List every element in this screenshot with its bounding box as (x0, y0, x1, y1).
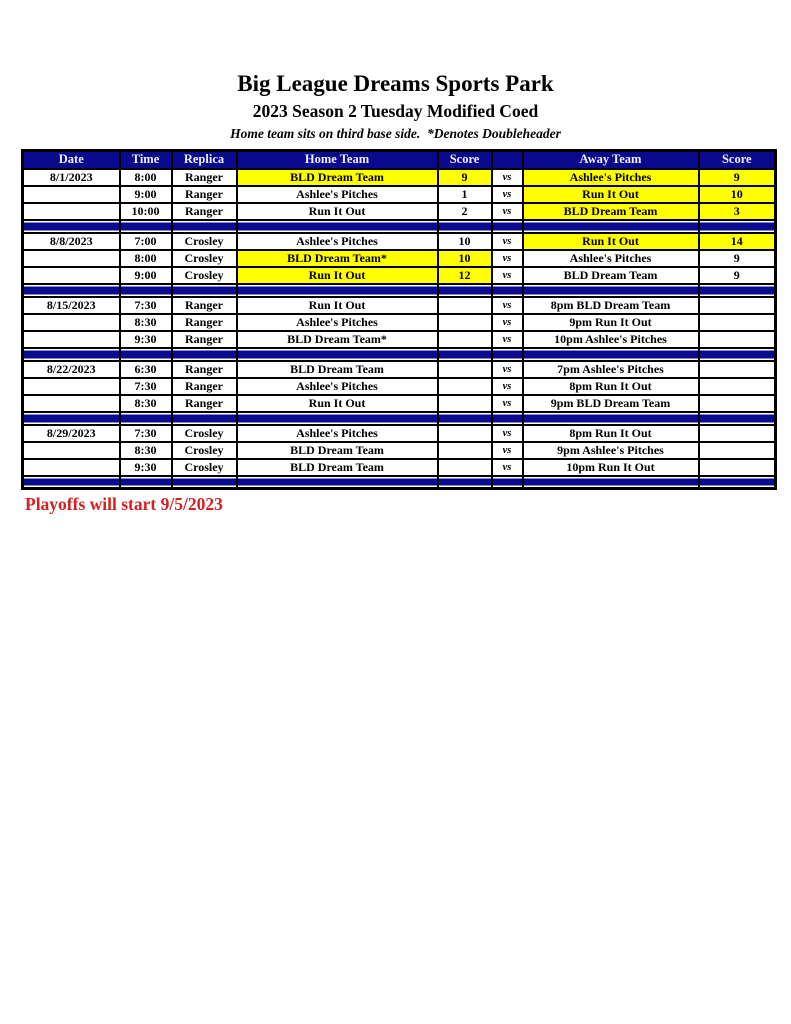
separator-cell (492, 476, 523, 489)
date-cell: 8/15/2023 (23, 297, 120, 314)
away-team-cell: Run It Out (523, 186, 699, 203)
away-score-cell: 3 (699, 203, 776, 220)
replica-cell: Crosley (172, 267, 237, 284)
vs-cell: vs (492, 186, 523, 203)
col-header-time: Time (120, 151, 172, 169)
home-team-cell: BLD Dream Team* (237, 250, 438, 267)
separator-cell (523, 476, 699, 489)
separator-cell (120, 284, 172, 297)
schedule-table (21, 149, 777, 490)
away-score-cell (699, 331, 776, 348)
vs-cell: vs (492, 314, 523, 331)
separator-cell (172, 220, 237, 233)
separator-cell (438, 412, 492, 425)
home-team-cell: Run It Out (237, 267, 438, 284)
away-team-cell: 8pm Run It Out (523, 378, 699, 395)
replica-cell: Ranger (172, 378, 237, 395)
separator-cell (492, 348, 523, 361)
time-cell: 10:00 (120, 203, 172, 220)
separator-cell (523, 220, 699, 233)
time-cell: 9:30 (120, 331, 172, 348)
schedule-note: Home team sits on third base side. *Denotes Doubleheader (230, 126, 561, 141)
game-row (23, 169, 776, 186)
vs-cell: vs (492, 378, 523, 395)
home-score-cell (438, 378, 492, 395)
separator-cell (699, 348, 776, 361)
date-cell (23, 459, 120, 476)
separator-cell (120, 476, 172, 489)
date-cell (23, 186, 120, 203)
vs-cell: vs (492, 169, 523, 186)
time-cell: 9:00 (120, 186, 172, 203)
away-team-cell: BLD Dream Team (523, 203, 699, 220)
away-score-cell (699, 361, 776, 378)
replica-cell: Crosley (172, 425, 237, 442)
home-team-cell: Ashlee's Pitches (237, 425, 438, 442)
date-cell (23, 203, 120, 220)
time-cell: 8:00 (120, 250, 172, 267)
home-score-cell: 10 (438, 233, 492, 250)
separator-cell (172, 476, 237, 489)
separator-cell (438, 476, 492, 489)
home-score-cell (438, 425, 492, 442)
replica-cell: Crosley (172, 442, 237, 459)
separator-cell (523, 284, 699, 297)
separator-cell (492, 220, 523, 233)
vs-cell: vs (492, 250, 523, 267)
separator-cell (23, 348, 120, 361)
vs-cell: vs (492, 459, 523, 476)
replica-cell: Crosley (172, 250, 237, 267)
away-team-cell: 9pm BLD Dream Team (523, 395, 699, 412)
replica-cell: Ranger (172, 203, 237, 220)
table-body (23, 169, 776, 489)
game-row (23, 250, 776, 267)
separator-cell (172, 348, 237, 361)
home-team-cell: BLD Dream Team (237, 169, 438, 186)
playoffs-note: Playoffs will start 9/5/2023 (25, 494, 223, 514)
col-header-away-score: Score (699, 151, 776, 169)
separator-row (23, 412, 776, 425)
vs-cell: vs (492, 442, 523, 459)
vs-cell: vs (492, 297, 523, 314)
replica-cell: Ranger (172, 314, 237, 331)
replica-cell: Ranger (172, 395, 237, 412)
away-score-cell (699, 314, 776, 331)
replica-cell: Crosley (172, 233, 237, 250)
separator-cell (237, 284, 438, 297)
date-cell (23, 331, 120, 348)
vs-cell: vs (492, 395, 523, 412)
game-row (23, 297, 776, 314)
game-row (23, 378, 776, 395)
separator-row (23, 348, 776, 361)
away-team-cell: 9pm Ashlee's Pitches (523, 442, 699, 459)
away-score-cell (699, 395, 776, 412)
away-team-cell: Ashlee's Pitches (523, 169, 699, 186)
away-score-cell (699, 442, 776, 459)
vs-cell: vs (492, 425, 523, 442)
date-cell: 8/22/2023 (23, 361, 120, 378)
vs-cell: vs (492, 267, 523, 284)
date-cell (23, 395, 120, 412)
separator-cell (237, 348, 438, 361)
col-header-home-score: Score (438, 151, 492, 169)
separator-cell (23, 476, 120, 489)
home-score-cell: 2 (438, 203, 492, 220)
page-subtitle: 2023 Season 2 Tuesday Modified Coed (252, 101, 539, 121)
game-row (23, 361, 776, 378)
home-score-cell (438, 442, 492, 459)
home-score-cell (438, 314, 492, 331)
home-score-cell (438, 459, 492, 476)
home-team-cell: Run It Out (237, 203, 438, 220)
separator-row (23, 476, 776, 489)
separator-cell (23, 412, 120, 425)
home-team-cell: Ashlee's Pitches (237, 314, 438, 331)
game-row (23, 395, 776, 412)
away-score-cell: 14 (699, 233, 776, 250)
away-score-cell (699, 459, 776, 476)
home-score-cell (438, 297, 492, 314)
table-header (23, 151, 776, 169)
separator-cell (172, 284, 237, 297)
col-header-home-team: Home Team (237, 151, 438, 169)
away-team-cell: 8pm BLD Dream Team (523, 297, 699, 314)
vs-cell: vs (492, 331, 523, 348)
time-cell: 8:00 (120, 169, 172, 186)
home-team-cell: Ashlee's Pitches (237, 233, 438, 250)
time-cell: 8:30 (120, 395, 172, 412)
away-team-cell: 10pm Ashlee's Pitches (523, 331, 699, 348)
time-cell: 9:00 (120, 267, 172, 284)
game-row (23, 459, 776, 476)
separator-row (23, 220, 776, 233)
away-score-cell: 10 (699, 186, 776, 203)
date-cell (23, 314, 120, 331)
away-team-cell: Ashlee's Pitches (523, 250, 699, 267)
away-team-cell: 7pm Ashlee's Pitches (523, 361, 699, 378)
home-team-cell: Run It Out (237, 395, 438, 412)
replica-cell: Ranger (172, 186, 237, 203)
separator-cell (438, 284, 492, 297)
separator-cell (23, 284, 120, 297)
separator-cell (699, 476, 776, 489)
separator-cell (172, 412, 237, 425)
home-score-cell: 1 (438, 186, 492, 203)
page-title: Big League Dreams Sports Park (237, 71, 554, 96)
away-score-cell: 9 (699, 267, 776, 284)
replica-cell: Crosley (172, 459, 237, 476)
away-score-cell: 9 (699, 250, 776, 267)
game-row (23, 267, 776, 284)
home-score-cell: 10 (438, 250, 492, 267)
away-team-cell: 9pm Run It Out (523, 314, 699, 331)
away-team-cell: 8pm Run It Out (523, 425, 699, 442)
vs-cell: vs (492, 233, 523, 250)
game-row (23, 233, 776, 250)
replica-cell: Ranger (172, 331, 237, 348)
away-score-cell: 9 (699, 169, 776, 186)
game-row (23, 186, 776, 203)
time-cell: 9:30 (120, 459, 172, 476)
separator-cell (23, 220, 120, 233)
game-row (23, 442, 776, 459)
separator-row (23, 284, 776, 297)
separator-cell (523, 348, 699, 361)
col-header-vs (492, 151, 523, 169)
vs-cell: vs (492, 361, 523, 378)
separator-cell (438, 220, 492, 233)
separator-cell (120, 348, 172, 361)
separator-cell (237, 220, 438, 233)
home-score-cell (438, 361, 492, 378)
replica-cell: Ranger (172, 169, 237, 186)
separator-cell (120, 412, 172, 425)
col-header-replica: Replica (172, 151, 237, 169)
home-team-cell: BLD Dream Team (237, 442, 438, 459)
time-cell: 8:30 (120, 442, 172, 459)
time-cell: 8:30 (120, 314, 172, 331)
separator-cell (699, 284, 776, 297)
game-row (23, 314, 776, 331)
home-score-cell: 9 (438, 169, 492, 186)
separator-cell (120, 220, 172, 233)
time-cell: 7:30 (120, 297, 172, 314)
home-team-cell: BLD Dream Team (237, 361, 438, 378)
time-cell: 7:00 (120, 233, 172, 250)
time-cell: 6:30 (120, 361, 172, 378)
game-row (23, 331, 776, 348)
date-cell: 8/1/2023 (23, 169, 120, 186)
home-score-cell (438, 395, 492, 412)
separator-cell (523, 412, 699, 425)
col-header-away-team: Away Team (523, 151, 699, 169)
home-team-cell: Ashlee's Pitches (237, 378, 438, 395)
header-row (23, 151, 776, 169)
separator-cell (699, 412, 776, 425)
separator-cell (699, 220, 776, 233)
date-cell (23, 250, 120, 267)
replica-cell: Ranger (172, 297, 237, 314)
away-score-cell (699, 297, 776, 314)
date-cell (23, 378, 120, 395)
home-team-cell: BLD Dream Team (237, 459, 438, 476)
separator-cell (492, 412, 523, 425)
game-row (23, 203, 776, 220)
home-score-cell: 12 (438, 267, 492, 284)
home-team-cell: Run It Out (237, 297, 438, 314)
time-cell: 7:30 (120, 378, 172, 395)
separator-cell (492, 284, 523, 297)
away-team-cell: 10pm Run It Out (523, 459, 699, 476)
home-score-cell (438, 331, 492, 348)
date-cell (23, 442, 120, 459)
separator-cell (237, 412, 438, 425)
away-team-cell: BLD Dream Team (523, 267, 699, 284)
game-row (23, 425, 776, 442)
home-team-cell: BLD Dream Team* (237, 331, 438, 348)
date-cell: 8/29/2023 (23, 425, 120, 442)
col-header-date: Date (23, 151, 120, 169)
date-cell: 8/8/2023 (23, 233, 120, 250)
away-score-cell (699, 425, 776, 442)
vs-cell: vs (492, 203, 523, 220)
separator-cell (237, 476, 438, 489)
date-cell (23, 267, 120, 284)
time-cell: 7:30 (120, 425, 172, 442)
replica-cell: Ranger (172, 361, 237, 378)
away-score-cell (699, 378, 776, 395)
away-team-cell: Run It Out (523, 233, 699, 250)
separator-cell (438, 348, 492, 361)
home-team-cell: Ashlee's Pitches (237, 186, 438, 203)
